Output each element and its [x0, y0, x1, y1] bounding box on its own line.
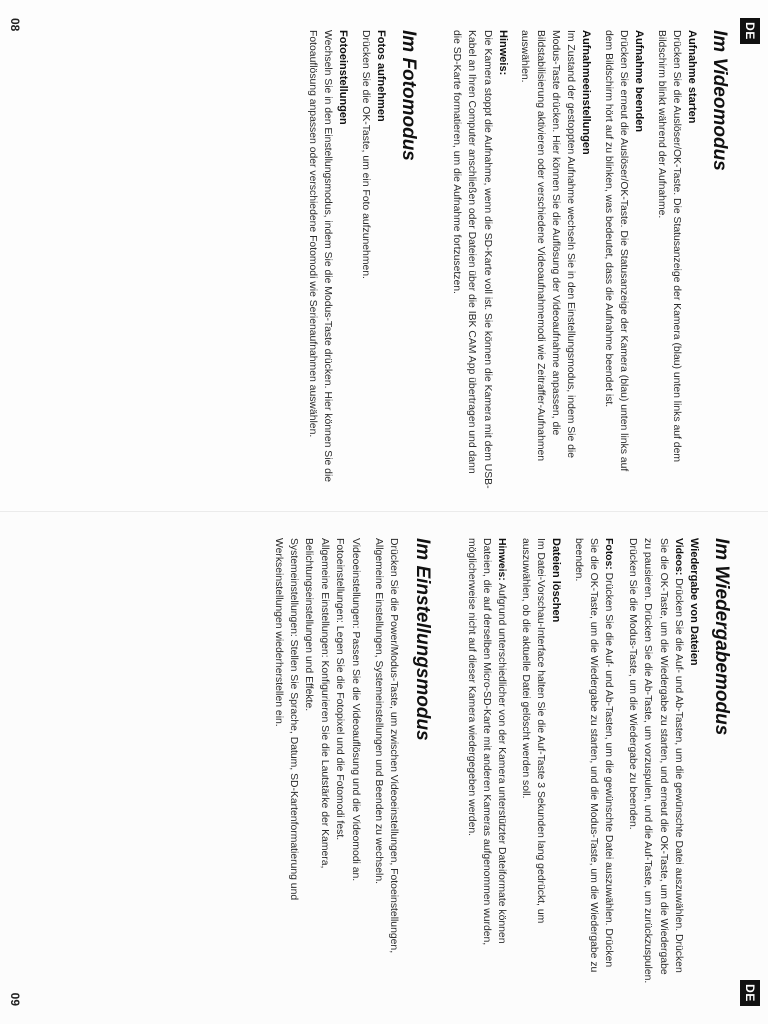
text-photo-settings: Wechseln Sie in den Einstellungsmodus, indem Sie die Modus-Taste drücken. Hier können Sie die Fotoauflösung anpassen oder verschiedene Fotomodi wie Serienaufnahmen auswählen. — [306, 30, 334, 483]
text-start-recording: Drücken Sie die Auslöser/OK-Taste. Die Statusanzeige der Kamera (blau) unten links auf dem Bildschirm blinkt während der Aufnahme. — [655, 30, 682, 463]
text-playback-videos — [624, 538, 686, 984]
section-file-playback — [570, 538, 700, 984]
text-stop-recording: Drücken Sie erneut die Auslöser/OK-Taste. Die Statusanzeige der Kamera (blau) unten links auf dem Bildschirm hört auf zu blinken, was bedeutet, dass die Aufnahme beendet ist. — [602, 30, 630, 472]
section-title-playback-mode: Im Wiedergabemodus — [711, 538, 732, 736]
videos-description: Drücken Sie die Auf- und Ab-Tasten, um die gewünschte Datei auszuwählen. Drücken Sie die OK-Taste, um die Wiedergabe zu starten, und erneut die OK-Taste, um die Wiedergabe zu pausieren. Drücken Sie die Ab-Taste, um vorzuspulen, und die Auf-Taste, um zurückzuspulen. Drücken Sie die Modus-Taste, um die Wiedergabe zu beenden. — [626, 538, 684, 984]
heading-take-photos: Fotos aufnehmen — [374, 30, 387, 122]
text-video-note: Die Kamera stoppt die Aufnahme, wenn die SD-Karte voll ist. Sie können die Kamera mit dem USB-Kabel an Ihren Computer anschließen oder Dateien über die IBK CAM App übertragen und dann die SD-Karte formatieren, um die Aufnahme fortzusetzen. — [451, 30, 493, 489]
label-note: Hinweis: — [496, 538, 508, 581]
text-recording-settings: Im Zustand der gestoppten Aufnahme wechseln Sie in den Einstellungsmodus, indem Sie die Modus-Taste drücken. Hier können Sie die Auflösung der Videoaufnahme anpassen, die Bildstabilisierung aktivieren oder verschiedene Videoaufnahmemodi wie Zeitraffer-Aufnahmen auswählen. — [519, 30, 577, 462]
heading-delete-files: Dateien löschen — [550, 538, 563, 623]
heading-recording-settings: Aufnahmeeinstellungen — [580, 30, 593, 155]
text-settings-intro: Drücken Sie die Power/Modus-Taste, um zwischen Videoeinstellungen, Fotoeinstellungen, Allgemeine Einstellungen, Systemeinstellungen und Beenden zu wechseln. — [372, 538, 400, 954]
settings-line-video: Videoeinstellungen: Passen Sie die Videoauflösung und die Videomodi an. — [349, 538, 361, 882]
heading-photo-settings: Fotoeinstellungen — [337, 30, 350, 125]
page-number: 08 — [8, 18, 22, 32]
note-description: Aufgrund unterschiedlicher von der Kamera unterstützter Dateiformate können Dateien, die auf derselben Micro-SD-Karte mit anderen Kameras aufgenommen wurden, möglicherweise nicht auf dieser Kamera wiedergegeben werden. — [465, 538, 508, 946]
language-badge: DE — [740, 18, 760, 44]
section-title-settings-mode: Im Einstellungsmodus — [412, 538, 434, 741]
label-videos: Videos: — [673, 538, 684, 576]
section-stop-recording — [600, 30, 645, 490]
section-title-video-mode: Im Videomodus — [709, 30, 730, 171]
section-delete-files — [517, 538, 562, 984]
language-badge: DE — [740, 980, 760, 1006]
page-right — [0, 512, 768, 1024]
settings-list — [270, 538, 362, 984]
text-playback-note — [463, 538, 509, 984]
settings-line-photo: Fotoeinstellungen: Legen Sie die Fotopixel und die Fotomodi fest. — [334, 538, 346, 841]
heading-stop-recording: Aufnahme beenden — [633, 30, 646, 133]
section-photo-settings — [305, 30, 350, 490]
text-playback-photos — [570, 538, 616, 984]
section-playback-note — [463, 538, 509, 984]
section-recording-settings — [517, 30, 593, 490]
photos-description: Drücken Sie die Auf- und Ab-Tasten, um die gewünschte Datei auszuwählen. Drücken Sie die OK-Taste, um die Wiedergabe zu starten, und die Modus-Taste, um die Wiedergabe zu beenden. — [572, 538, 615, 973]
label-photos: Fotos: — [603, 538, 615, 570]
text-take-photos: Drücken Sie die OK-Taste, um ein Foto aufzunehmen. — [359, 30, 371, 279]
section-video-note — [449, 30, 509, 490]
settings-line-general: Allgemeine Einstellungen: Konfigurieren Sie die Lautstärke der Kamera, Belichtungseinstellungen und Effekte. — [303, 538, 330, 869]
heading-video-note: Hinweis: — [496, 30, 509, 76]
heading-start-recording: Aufnahme starten — [686, 30, 698, 124]
heading-file-playback: Wiedergabe von Dateien — [688, 538, 700, 666]
section-start-recording — [653, 30, 698, 490]
section-title-photo-mode: Im Fotomodus — [397, 30, 419, 161]
settings-line-system: Systemeinstellungen: Stellen Sie Sprache, Datum, SD-Kartenformatierung und Werkseinstellungen wiederherstellen ein. — [272, 538, 299, 901]
section-take-photos — [357, 30, 386, 490]
page-number: 09 — [8, 992, 22, 1006]
text-delete-files: Im Datei-Vorschau-Interface halten Sie die Auf-Taste 3 Sekunden lang gedrückt, um auszuwählen, ob die aktuelle Datei gelöscht werden soll. — [519, 538, 547, 924]
